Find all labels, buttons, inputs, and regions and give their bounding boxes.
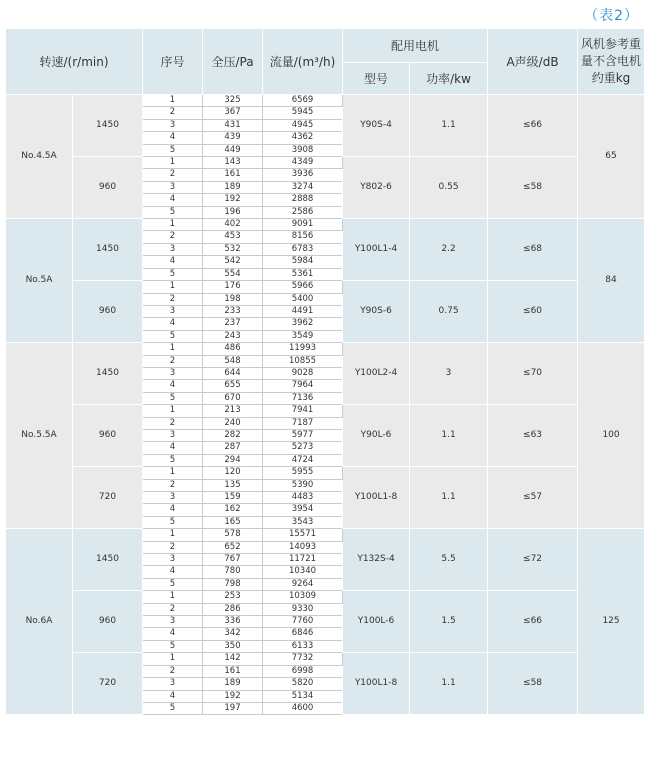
- header-sound: A声级/dB: [488, 29, 578, 95]
- seq-cell: 4: [143, 504, 203, 516]
- sound-cell: ≤72: [488, 529, 578, 591]
- flow-cell: 3954: [263, 504, 343, 516]
- power-cell: 2.2: [410, 219, 488, 281]
- flow-cell: 8156: [263, 231, 343, 243]
- rpm-cell: 1450: [73, 529, 143, 591]
- pressure-cell: 192: [203, 194, 263, 206]
- flow-cell: 14093: [263, 541, 343, 553]
- motor-model-cell: Y100L2-4: [343, 343, 410, 405]
- flow-cell: 10855: [263, 355, 343, 367]
- pressure-cell: 342: [203, 628, 263, 640]
- pressure-cell: 159: [203, 492, 263, 504]
- pressure-cell: 189: [203, 181, 263, 193]
- seq-cell: 2: [143, 541, 203, 553]
- flow-cell: 10309: [263, 591, 343, 603]
- flow-cell: 7941: [263, 405, 343, 417]
- flow-cell: 5273: [263, 442, 343, 454]
- seq-cell: 2: [143, 417, 203, 429]
- flow-cell: 10340: [263, 566, 343, 578]
- pressure-cell: 767: [203, 554, 263, 566]
- pressure-cell: 449: [203, 144, 263, 156]
- rpm-cell: 1450: [73, 343, 143, 405]
- pressure-cell: 192: [203, 690, 263, 702]
- power-cell: 1.1: [410, 653, 488, 715]
- seq-cell: 5: [143, 392, 203, 404]
- pressure-cell: 189: [203, 678, 263, 690]
- table-row: [6, 219, 645, 231]
- pressure-cell: 253: [203, 591, 263, 603]
- pressure-cell: 162: [203, 504, 263, 516]
- seq-cell: 2: [143, 169, 203, 181]
- table-row: [6, 529, 645, 541]
- header-weight: 风机参考重量不含电机约重kg: [578, 29, 645, 95]
- flow-cell: 6569: [263, 95, 343, 107]
- flow-cell: 3936: [263, 169, 343, 181]
- pressure-cell: 798: [203, 578, 263, 590]
- power-cell: 1.1: [410, 95, 488, 157]
- pressure-cell: 176: [203, 281, 263, 293]
- rpm-cell: 960: [73, 591, 143, 653]
- flow-cell: 5400: [263, 293, 343, 305]
- seq-cell: 5: [143, 330, 203, 342]
- weight-cell: 65: [578, 95, 645, 219]
- flow-cell: 4945: [263, 119, 343, 131]
- sound-cell: ≤60: [488, 281, 578, 343]
- seq-cell: 5: [143, 578, 203, 590]
- pressure-cell: 431: [203, 119, 263, 131]
- flow-cell: 6783: [263, 243, 343, 255]
- table-row: [6, 281, 645, 293]
- pressure-cell: 161: [203, 665, 263, 677]
- sound-cell: ≤66: [488, 591, 578, 653]
- pressure-cell: 142: [203, 653, 263, 665]
- sound-cell: ≤70: [488, 343, 578, 405]
- pressure-cell: 165: [203, 516, 263, 528]
- flow-cell: 3908: [263, 144, 343, 156]
- flow-cell: 3962: [263, 318, 343, 330]
- pressure-cell: 655: [203, 380, 263, 392]
- sound-cell: ≤57: [488, 467, 578, 529]
- pressure-cell: 402: [203, 219, 263, 231]
- table-caption: （表2）: [584, 8, 639, 24]
- header-flow: 流量/(m³/h): [263, 29, 343, 95]
- seq-cell: 2: [143, 479, 203, 491]
- flow-cell: 5955: [263, 467, 343, 479]
- seq-cell: 4: [143, 318, 203, 330]
- motor-model-cell: Y100L1-4: [343, 219, 410, 281]
- seq-cell: 5: [143, 640, 203, 652]
- sound-cell: ≤66: [488, 95, 578, 157]
- seq-cell: 4: [143, 690, 203, 702]
- header-model: 型号: [343, 63, 410, 95]
- table-row: [6, 157, 645, 169]
- pressure-cell: 439: [203, 132, 263, 144]
- pressure-cell: 453: [203, 231, 263, 243]
- seq-cell: 1: [143, 467, 203, 479]
- rpm-cell: 960: [73, 281, 143, 343]
- flow-cell: 4349: [263, 157, 343, 169]
- motor-model-cell: Y90S-6: [343, 281, 410, 343]
- flow-cell: 11721: [263, 554, 343, 566]
- pressure-cell: 287: [203, 442, 263, 454]
- rpm-cell: 1450: [73, 95, 143, 157]
- header-power: 功率/kw: [410, 63, 488, 95]
- table-header: [6, 29, 645, 95]
- fan-model-cell: No.5.5A: [6, 343, 73, 529]
- pressure-cell: 213: [203, 405, 263, 417]
- fan-model-cell: No.4.5A: [6, 95, 73, 219]
- seq-cell: 5: [143, 268, 203, 280]
- seq-cell: 3: [143, 367, 203, 379]
- flow-cell: 4600: [263, 702, 343, 714]
- pressure-cell: 161: [203, 169, 263, 181]
- motor-model-cell: Y90S-4: [343, 95, 410, 157]
- seq-cell: 3: [143, 119, 203, 131]
- table-row: [6, 591, 645, 603]
- table-row: [6, 653, 645, 665]
- sound-cell: ≤63: [488, 405, 578, 467]
- pressure-cell: 325: [203, 95, 263, 107]
- pressure-cell: 486: [203, 343, 263, 355]
- flow-cell: 2888: [263, 194, 343, 206]
- seq-cell: 3: [143, 181, 203, 193]
- pressure-cell: 135: [203, 479, 263, 491]
- pressure-cell: 670: [203, 392, 263, 404]
- pressure-cell: 554: [203, 268, 263, 280]
- pressure-cell: 233: [203, 305, 263, 317]
- seq-cell: 5: [143, 454, 203, 466]
- flow-cell: 5945: [263, 107, 343, 119]
- seq-cell: 3: [143, 305, 203, 317]
- seq-cell: 1: [143, 157, 203, 169]
- header-seq: 序号: [143, 29, 203, 95]
- flow-cell: 5984: [263, 256, 343, 268]
- flow-cell: 7187: [263, 417, 343, 429]
- flow-cell: 9091: [263, 219, 343, 231]
- header-motor: 配用电机: [343, 29, 488, 63]
- flow-cell: 9330: [263, 603, 343, 615]
- sound-cell: ≤68: [488, 219, 578, 281]
- seq-cell: 1: [143, 529, 203, 541]
- power-cell: 0.75: [410, 281, 488, 343]
- pressure-cell: 143: [203, 157, 263, 169]
- motor-model-cell: Y90L-6: [343, 405, 410, 467]
- seq-cell: 1: [143, 343, 203, 355]
- power-cell: 1.1: [410, 467, 488, 529]
- seq-cell: 1: [143, 95, 203, 107]
- seq-cell: 4: [143, 256, 203, 268]
- power-cell: 3: [410, 343, 488, 405]
- seq-cell: 2: [143, 231, 203, 243]
- seq-cell: 3: [143, 554, 203, 566]
- seq-cell: 2: [143, 665, 203, 677]
- flow-cell: 4724: [263, 454, 343, 466]
- seq-cell: 1: [143, 591, 203, 603]
- seq-cell: 2: [143, 603, 203, 615]
- seq-cell: 3: [143, 429, 203, 441]
- pressure-cell: 578: [203, 529, 263, 541]
- fan-performance-table: [5, 28, 645, 715]
- flow-cell: 7732: [263, 653, 343, 665]
- pressure-cell: 237: [203, 318, 263, 330]
- weight-cell: 100: [578, 343, 645, 529]
- pressure-cell: 294: [203, 454, 263, 466]
- pressure-cell: 780: [203, 566, 263, 578]
- flow-cell: 6998: [263, 665, 343, 677]
- pressure-cell: 350: [203, 640, 263, 652]
- motor-model-cell: Y132S-4: [343, 529, 410, 591]
- flow-cell: 5977: [263, 429, 343, 441]
- sound-cell: ≤58: [488, 157, 578, 219]
- flow-cell: 6133: [263, 640, 343, 652]
- pressure-cell: 198: [203, 293, 263, 305]
- pressure-cell: 197: [203, 702, 263, 714]
- seq-cell: 5: [143, 206, 203, 218]
- seq-cell: 1: [143, 653, 203, 665]
- seq-cell: 3: [143, 243, 203, 255]
- pressure-cell: 548: [203, 355, 263, 367]
- flow-cell: 2586: [263, 206, 343, 218]
- table-row: [6, 343, 645, 355]
- flow-cell: 9264: [263, 578, 343, 590]
- power-cell: 1.5: [410, 591, 488, 653]
- flow-cell: 6846: [263, 628, 343, 640]
- flow-cell: 3543: [263, 516, 343, 528]
- fan-model-cell: No.6A: [6, 529, 73, 715]
- table-body: [6, 95, 645, 715]
- flow-cell: 4491: [263, 305, 343, 317]
- flow-cell: 5966: [263, 281, 343, 293]
- seq-cell: 1: [143, 219, 203, 231]
- pressure-cell: 652: [203, 541, 263, 553]
- power-cell: 0.55: [410, 157, 488, 219]
- flow-cell: 3274: [263, 181, 343, 193]
- rpm-cell: 960: [73, 157, 143, 219]
- seq-cell: 4: [143, 442, 203, 454]
- seq-cell: 3: [143, 492, 203, 504]
- seq-cell: 4: [143, 628, 203, 640]
- seq-cell: 5: [143, 516, 203, 528]
- flow-cell: 15571: [263, 529, 343, 541]
- pressure-cell: 240: [203, 417, 263, 429]
- table-row: [6, 405, 645, 417]
- seq-cell: 4: [143, 194, 203, 206]
- seq-cell: 5: [143, 144, 203, 156]
- power-cell: 1.1: [410, 405, 488, 467]
- motor-model-cell: Y100L-6: [343, 591, 410, 653]
- table-row: [6, 95, 645, 107]
- flow-cell: 7136: [263, 392, 343, 404]
- header-speed: 转速/(r/min): [6, 29, 143, 95]
- motor-model-cell: Y100L1-8: [343, 653, 410, 715]
- pressure-cell: 336: [203, 616, 263, 628]
- seq-cell: 4: [143, 566, 203, 578]
- pressure-cell: 243: [203, 330, 263, 342]
- seq-cell: 2: [143, 293, 203, 305]
- pressure-cell: 532: [203, 243, 263, 255]
- seq-cell: 2: [143, 355, 203, 367]
- flow-cell: 7964: [263, 380, 343, 392]
- rpm-cell: 720: [73, 467, 143, 529]
- seq-cell: 3: [143, 678, 203, 690]
- seq-cell: 2: [143, 107, 203, 119]
- flow-cell: 5361: [263, 268, 343, 280]
- fan-model-cell: No.5A: [6, 219, 73, 343]
- flow-cell: 11993: [263, 343, 343, 355]
- seq-cell: 1: [143, 405, 203, 417]
- rpm-cell: 720: [73, 653, 143, 715]
- motor-model-cell: Y100L1-8: [343, 467, 410, 529]
- seq-cell: 4: [143, 380, 203, 392]
- pressure-cell: 542: [203, 256, 263, 268]
- seq-cell: 1: [143, 281, 203, 293]
- pressure-cell: 120: [203, 467, 263, 479]
- weight-cell: 84: [578, 219, 645, 343]
- motor-model-cell: Y802-6: [343, 157, 410, 219]
- flow-cell: 5390: [263, 479, 343, 491]
- sound-cell: ≤58: [488, 653, 578, 715]
- seq-cell: 4: [143, 132, 203, 144]
- header-pressure: 全压/Pa: [203, 29, 263, 95]
- seq-cell: 5: [143, 702, 203, 714]
- flow-cell: 4483: [263, 492, 343, 504]
- pressure-cell: 282: [203, 429, 263, 441]
- rpm-cell: 960: [73, 405, 143, 467]
- power-cell: 5.5: [410, 529, 488, 591]
- pressure-cell: 196: [203, 206, 263, 218]
- pressure-cell: 367: [203, 107, 263, 119]
- pressure-cell: 644: [203, 367, 263, 379]
- rpm-cell: 1450: [73, 219, 143, 281]
- table-row: [6, 467, 645, 479]
- flow-cell: 3549: [263, 330, 343, 342]
- flow-cell: 9028: [263, 367, 343, 379]
- seq-cell: 3: [143, 616, 203, 628]
- weight-cell: 125: [578, 529, 645, 715]
- pressure-cell: 286: [203, 603, 263, 615]
- flow-cell: 7760: [263, 616, 343, 628]
- flow-cell: 5820: [263, 678, 343, 690]
- flow-cell: 4362: [263, 132, 343, 144]
- flow-cell: 5134: [263, 690, 343, 702]
